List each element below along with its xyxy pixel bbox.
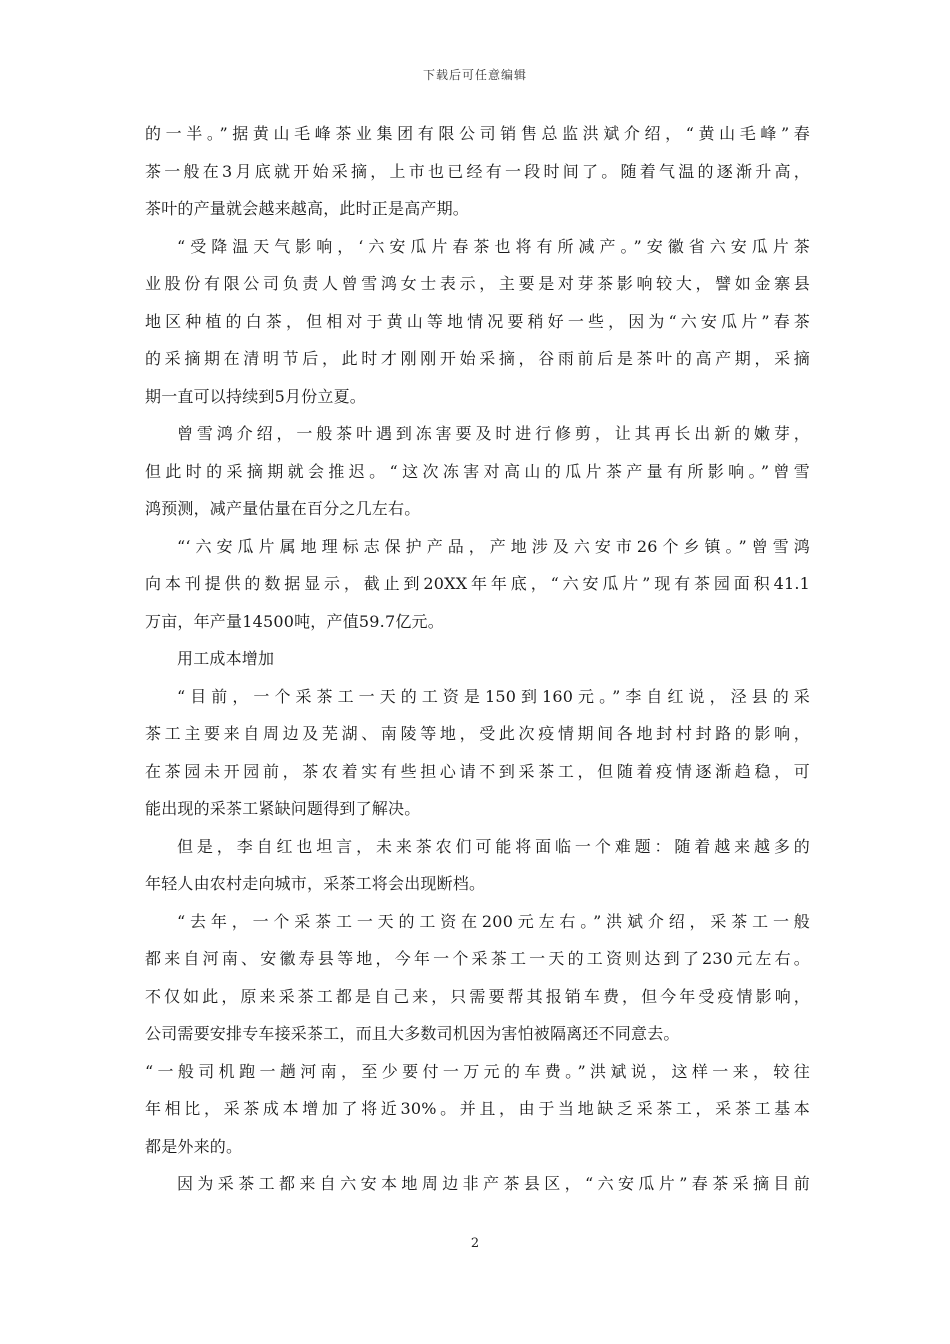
text-line: 曾雪鸿介绍，一般茶叶遇到冻害要及时进行修剪，让其再长出新的嫩芽， — [177, 424, 810, 443]
text-line: 用工成本增加 — [177, 649, 275, 668]
text-line: 在茶园未开园前，茶农着实有些担心请不到采茶工，但随着疫情逐渐趋稳，可 — [145, 761, 810, 781]
text-line: “一般司机跑一趟河南，至少要付一万元的车费。”洪斌说，这样一来，较往 — [145, 1061, 810, 1081]
text-line: 年轻人由农村走向城市，采茶工将会出现断档。 — [145, 874, 486, 893]
text-line: 茶一般在3月底就开始采摘，上市也已经有一段时间了。随着气温的逐渐升高， — [145, 161, 810, 181]
text-line: 的采摘期在清明节后，此时才刚刚开始采摘，谷雨前后是茶叶的高产期，采摘 — [145, 349, 810, 368]
text-line: 因为采茶工都来自六安本地周边非产茶县区，“六安瓜片”春茶采摘目前 — [177, 1174, 810, 1193]
text-line: 万亩，年产量14500吨，产值59.7亿元。 — [145, 611, 444, 631]
text-line: 但此时的采摘期就会推迟。“这次冻害对高山的瓜片茶产量有所影响。”曾雪 — [145, 461, 810, 481]
text-line: 的一半。”据黄山毛峰茶业集团有限公司销售总监洪斌介绍，“黄山毛峰”春 — [145, 124, 810, 143]
text-line: 公司需要安排专车接采茶工，而且大多数司机因为害怕被隔离还不同意去。 — [145, 1024, 680, 1043]
text-line: 地区种植的白茶，但相对于黄山等地情况要稍好一些，因为“六安瓜片”春茶 — [145, 311, 810, 331]
text-line: 都是外来的。 — [145, 1136, 243, 1156]
text-line: “‘六安瓜片属地理标志保护产品，产地涉及六安市26个乡镇。”曾雪鸿 — [177, 536, 810, 556]
text-line: 能出现的采茶工紧缺问题得到了解决。 — [145, 799, 421, 818]
text-line: 鸿预测，减产量估量在百分之几左右。 — [145, 499, 421, 518]
document-body — [145, 126, 810, 1214]
text-line: “受降温天气影响，‘六安瓜片春茶也将有所减产。”安徽省六安瓜片茶 — [177, 236, 810, 256]
text-line: 年相比，采茶成本增加了将近30%。并且，由于当地缺乏采茶工，采茶工基本 — [145, 1099, 810, 1118]
text-line: 茶工主要来自周边及芜湖、南陵等地，受此次疫情期间各地封村封路的影响， — [145, 724, 810, 743]
text-line: 向本刊提供的数据显示，截止到20XX年年底，“六安瓜片”现有茶园面积41.1 — [145, 574, 810, 593]
text-line: 都来自河南、安徽寿县等地，今年一个采茶工一天的工资则达到了230元左右。 — [145, 949, 810, 968]
text-line: 茶叶的产量就会越来越高，此时正是高产期。 — [145, 199, 470, 218]
text-line: “目前，一个采茶工一天的工资是150到160元。”李自红说，泾县的采 — [177, 686, 810, 706]
text-line: 期一直可以持续到5月份立夏。 — [145, 386, 366, 406]
page-header: 下载后可任意编辑 — [422, 68, 527, 82]
text-line: 不仅如此，原来采茶工都是自己来，只需要帮其报销车费，但今年受疫情影响， — [145, 986, 810, 1006]
text-line: 但是，李自红也坦言，未来茶农们可能将面临一个难题：随着越来越多的 — [177, 836, 810, 856]
text-line: 业股份有限公司负责人曾雪鸿女士表示，主要是对芽茶影响较大，譬如金寨县 — [145, 274, 810, 293]
text-line: “去年，一个采茶工一天的工资在200元左右。”洪斌介绍，采茶工一般 — [177, 911, 810, 931]
page-number: 2 — [470, 1236, 480, 1251]
